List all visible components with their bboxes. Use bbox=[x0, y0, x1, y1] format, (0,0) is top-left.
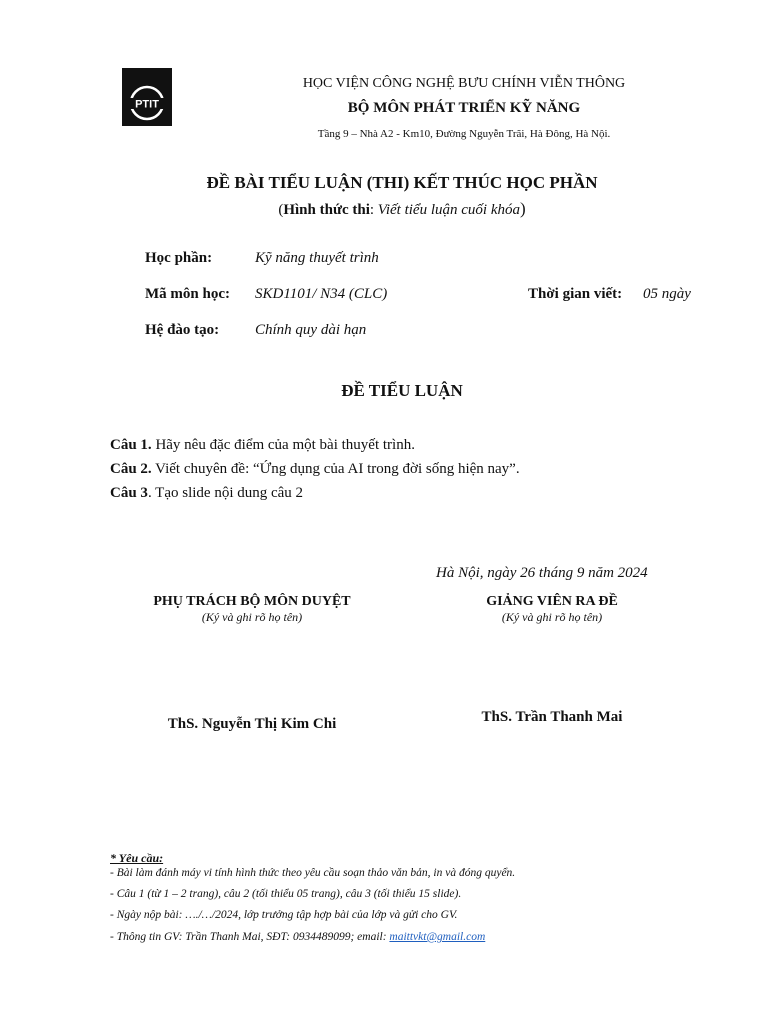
ptit-logo bbox=[122, 68, 172, 128]
institution-name: HỌC VIỆN CÔNG NGHỆ BƯU CHÍNH VIỄN THÔNG bbox=[302, 76, 626, 91]
requirement-contact-text: - Thông tin GV: Trần Thanh Mai, SĐT: 0934489099; email: bbox=[110, 931, 390, 943]
requirement-item: - Ngày nộp bài: …./…/2024, lớp trưởng tập hợp bài của lớp và gửi cho GV. bbox=[110, 909, 458, 921]
program-label: Hệ đào tạo: bbox=[145, 322, 220, 338]
course-label: Học phần: bbox=[145, 250, 213, 266]
course-code-label: Mã môn học: bbox=[145, 286, 230, 302]
form-label: Hình thức thi bbox=[283, 202, 370, 218]
duration-label: Thời gian viết: bbox=[528, 286, 623, 302]
question-3-text: . Tạo slide nội dung câu 2 bbox=[147, 485, 304, 501]
question-1-label: Câu 1. bbox=[110, 437, 152, 453]
essay-heading: ĐỀ TIỂU LUẬN bbox=[341, 381, 463, 400]
question-2 bbox=[110, 461, 520, 478]
duration-value: 05 ngày bbox=[643, 286, 691, 302]
form-value: Viết tiểu luận cuối khóa bbox=[377, 202, 520, 218]
lecturer-title: GIẢNG VIÊN RA ĐỀ bbox=[486, 594, 618, 609]
question-1-text: Hãy nêu đặc điểm của một bài thuyết trình. bbox=[151, 437, 415, 453]
approver-title: PHỤ TRÁCH BỘ MÔN DUYỆT bbox=[153, 594, 351, 609]
approver-subtitle: (Ký và ghi rõ họ tên) bbox=[201, 610, 303, 624]
course-code-value: SKD1101/ N34 (CLC) bbox=[255, 286, 388, 302]
question-3-label: Câu 3 bbox=[110, 485, 148, 501]
program-value: Chính quy dài hạn bbox=[255, 322, 367, 338]
form-open-paren: ( bbox=[278, 202, 284, 218]
approver-name: ThS. Nguyễn Thị Kim Chi bbox=[167, 716, 337, 732]
email-link[interactable]: maittvkt@gmail.com bbox=[389, 931, 486, 943]
form-colon: : bbox=[369, 202, 378, 218]
question-3 bbox=[110, 485, 303, 502]
question-2-label: Câu 2. bbox=[110, 461, 152, 477]
lecturer-name: ThS. Trần Thanh Mai bbox=[481, 709, 623, 725]
requirement-item: - Bài làm đánh máy vi tính hình thức theo yêu cầu soạn thảo văn bản, in và đóng quyển. bbox=[110, 867, 516, 879]
exam-form bbox=[0, 199, 768, 219]
signing-date: Hà Nội, ngày 26 tháng 9 năm 2024 bbox=[436, 565, 648, 581]
form-close-paren: ) bbox=[519, 199, 526, 218]
institution-address: Tầng 9 – Nhà A2 - Km10, Đường Nguyễn Trãi, Hà Đông, Hà Nội. bbox=[317, 128, 611, 140]
requirements-heading: * Yêu cầu: bbox=[110, 851, 164, 865]
course-value: Kỹ năng thuyết trình bbox=[255, 250, 379, 266]
logo-text: PTIT bbox=[135, 98, 159, 111]
exam-title: ĐỀ BÀI TIỂU LUẬN (THI) KẾT THÚC HỌC PHẦN bbox=[206, 173, 598, 192]
requirement-item: - Câu 1 (từ 1 – 2 trang), câu 2 (tối thiểu 05 trang), câu 3 (tối thiểu 15 slide). bbox=[110, 888, 462, 900]
department-name: BỘ MÔN PHÁT TRIỂN KỸ NĂNG bbox=[347, 100, 581, 116]
question-1 bbox=[110, 437, 415, 454]
requirement-contact bbox=[110, 931, 485, 943]
lecturer-subtitle: (Ký và ghi rõ họ tên) bbox=[501, 610, 603, 624]
question-2-text: Viết chuyên đề: “Ứng dụng của AI trong đời sống hiện nay”. bbox=[151, 461, 520, 477]
